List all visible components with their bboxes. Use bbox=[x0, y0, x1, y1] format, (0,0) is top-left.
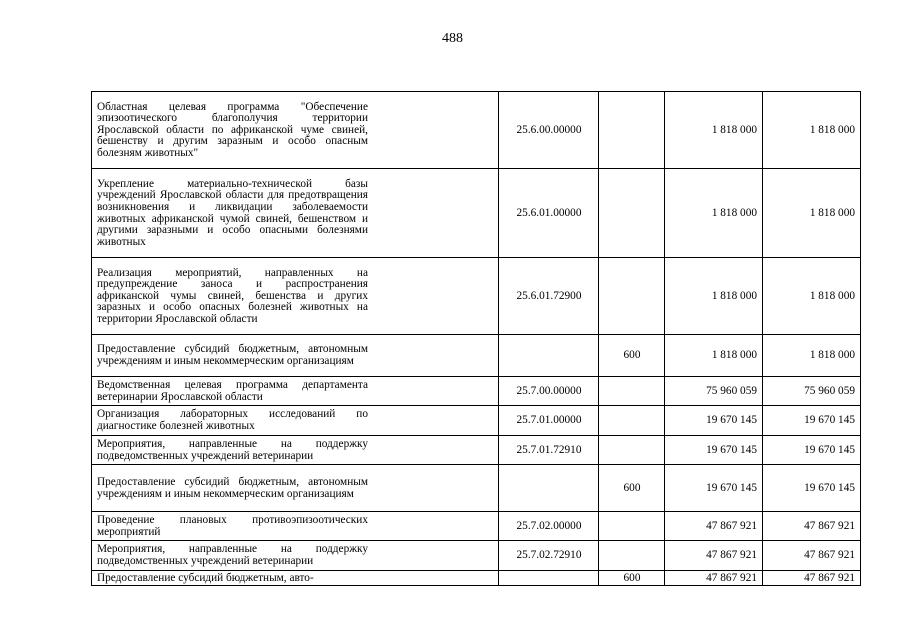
item-name: Организация лабораторных исследований по диагностике болезней животных bbox=[92, 406, 499, 436]
item-name: Укрепление материально-технической базы учреждений Ярославской области для предотвращения возникновения и ликвидации заболеваемости животных африканской чумой свиней, бешенством и другими заразными и особо опасными болезнями животных bbox=[92, 169, 499, 258]
sum-year-2: 1 818 000 bbox=[763, 169, 861, 258]
item-name: Ведомственная целевая программа департамента ветеринарии Ярославской области bbox=[92, 377, 499, 406]
expense-type: 600 bbox=[599, 335, 665, 377]
expense-type bbox=[599, 169, 665, 258]
item-name: Предоставление субсидий бюджетным, автономным учреждениям и иным некоммерческим организациям bbox=[92, 465, 499, 512]
table-row bbox=[92, 377, 861, 406]
table-row bbox=[92, 406, 861, 436]
sum-year-1: 47 867 921 bbox=[665, 512, 763, 541]
target-code: 25.6.01.72900 bbox=[499, 258, 599, 335]
item-name: Областная целевая программа "Обеспечение эпизоотического благополучия территории Ярославской области по африканской чуме свиней, бешенству и другим заразным и особо опасным болезням животных" bbox=[92, 92, 499, 169]
expense-type bbox=[599, 258, 665, 335]
sum-year-2: 1 818 000 bbox=[763, 335, 861, 377]
item-name: Мероприятия, направленные на поддержку подведомственных учреждений ветеринарии bbox=[92, 436, 499, 465]
target-code: 25.7.01.72910 bbox=[499, 436, 599, 465]
sum-year-2: 1 818 000 bbox=[763, 258, 861, 335]
budget-table bbox=[91, 91, 861, 586]
sum-year-2: 75 960 059 bbox=[763, 377, 861, 406]
table-row bbox=[92, 258, 861, 335]
expense-type bbox=[599, 436, 665, 465]
table-row bbox=[92, 169, 861, 258]
sum-year-2: 47 867 921 bbox=[763, 541, 861, 571]
item-name: Проведение плановых противоэпизоотических мероприятий bbox=[92, 512, 499, 541]
item-name: Мероприятия, направленные на поддержку подведомственных учреждений ветеринарии bbox=[92, 541, 499, 571]
table-row bbox=[92, 92, 861, 169]
table-row bbox=[92, 571, 861, 586]
sum-year-2: 1 818 000 bbox=[763, 92, 861, 169]
table-row bbox=[92, 541, 861, 571]
sum-year-2: 47 867 921 bbox=[763, 571, 861, 586]
sum-year-2: 19 670 145 bbox=[763, 406, 861, 436]
target-code: 25.6.01.00000 bbox=[499, 169, 599, 258]
expense-type bbox=[599, 92, 665, 169]
sum-year-1: 19 670 145 bbox=[665, 436, 763, 465]
expense-type bbox=[599, 377, 665, 406]
sum-year-2: 47 867 921 bbox=[763, 512, 861, 541]
target-code bbox=[499, 571, 599, 586]
sum-year-1: 19 670 145 bbox=[665, 406, 763, 436]
table-row bbox=[92, 512, 861, 541]
sum-year-1: 19 670 145 bbox=[665, 465, 763, 512]
target-code bbox=[499, 465, 599, 512]
sum-year-2: 19 670 145 bbox=[763, 465, 861, 512]
sum-year-1: 47 867 921 bbox=[665, 571, 763, 586]
target-code: 25.7.01.00000 bbox=[499, 406, 599, 436]
target-code: 25.7.00.00000 bbox=[499, 377, 599, 406]
target-code: 25.7.02.00000 bbox=[499, 512, 599, 541]
table-row bbox=[92, 335, 861, 377]
expense-type bbox=[599, 406, 665, 436]
table-row bbox=[92, 436, 861, 465]
target-code: 25.7.02.72910 bbox=[499, 541, 599, 571]
expense-type: 600 bbox=[599, 465, 665, 512]
item-name: Предоставление субсидий бюджетным, авто- bbox=[92, 571, 499, 586]
sum-year-1: 47 867 921 bbox=[665, 541, 763, 571]
item-name: Реализация мероприятий, направленных на предупреждение заноса и распространения африканской чумы свиней, бешенства и других заразных и особо опасных болезней животных на территории Ярославской области bbox=[92, 258, 499, 335]
sum-year-1: 75 960 059 bbox=[665, 377, 763, 406]
item-name: Предоставление субсидий бюджетным, автономным учреждениям и иным некоммерческим организациям bbox=[92, 335, 499, 377]
expense-type bbox=[599, 512, 665, 541]
sum-year-1: 1 818 000 bbox=[665, 335, 763, 377]
sum-year-1: 1 818 000 bbox=[665, 169, 763, 258]
expense-type: 600 bbox=[599, 571, 665, 586]
expense-type bbox=[599, 541, 665, 571]
target-code bbox=[499, 335, 599, 377]
sum-year-1: 1 818 000 bbox=[665, 92, 763, 169]
target-code: 25.6.00.00000 bbox=[499, 92, 599, 169]
sum-year-2: 19 670 145 bbox=[763, 436, 861, 465]
table-row bbox=[92, 465, 861, 512]
table-body bbox=[92, 92, 861, 586]
sum-year-1: 1 818 000 bbox=[665, 258, 763, 335]
page-number: 488 bbox=[442, 31, 463, 46]
